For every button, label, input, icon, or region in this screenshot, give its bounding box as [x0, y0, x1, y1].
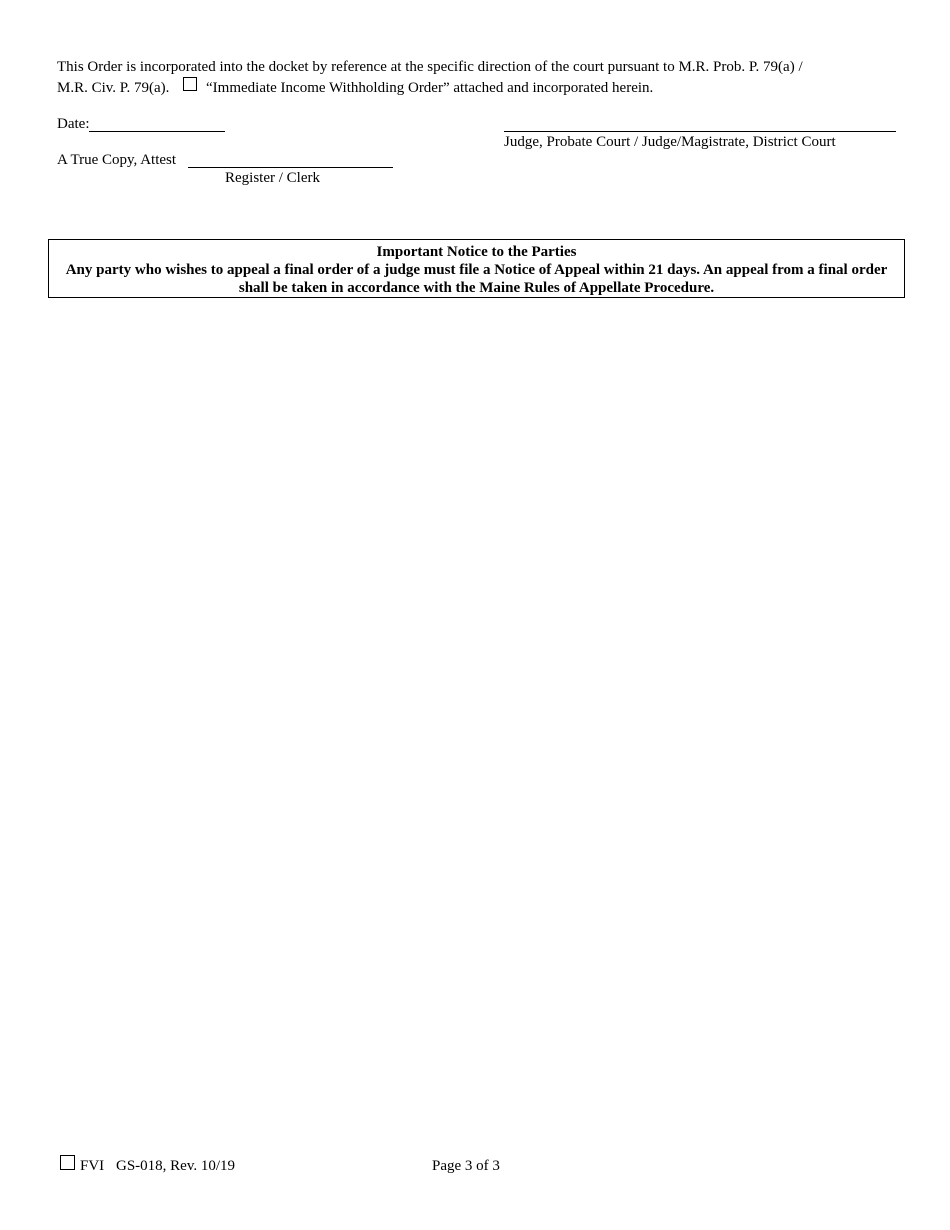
- register-clerk-caption: Register / Clerk: [225, 170, 320, 186]
- order-statement-line-1: This Order is incorporated into the docket by reference at the specific direction of the court pursuant to M.R. Prob. P. 79(a) /: [57, 59, 803, 75]
- fvi-checkbox[interactable]: [60, 1155, 75, 1170]
- fvi-label: FVI: [80, 1158, 105, 1174]
- attest-label: A True Copy, Attest: [57, 152, 177, 168]
- page-number: Page 3 of 3: [432, 1158, 500, 1174]
- notice-title: Important Notice to the Parties: [376, 244, 577, 260]
- judge-signature-caption: Judge, Probate Court / Judge/Magistrate, District Court: [504, 134, 836, 150]
- order-statement-line-2-prefix: M.R. Civ. P. 79(a).: [57, 80, 170, 96]
- judge-signature-line[interactable]: [504, 131, 896, 132]
- form-id: GS-018, Rev. 10/19: [116, 1158, 236, 1174]
- date-label: Date:: [57, 116, 90, 132]
- notice-body: Any party who wishes to appeal a final order of a judge must file a Notice of Appeal within 21 days. An appeal from a final order shall be taken in accordance with the Maine Rules of Appellate Procedure.: [65, 262, 888, 296]
- important-notice-box: [48, 239, 905, 298]
- date-field[interactable]: [89, 131, 225, 132]
- order-statement-line-2-suffix: “Immediate Income Withholding Order” attached and incorporated herein.: [206, 80, 654, 96]
- income-withholding-checkbox[interactable]: [183, 77, 197, 91]
- attest-signature-line[interactable]: [188, 167, 393, 168]
